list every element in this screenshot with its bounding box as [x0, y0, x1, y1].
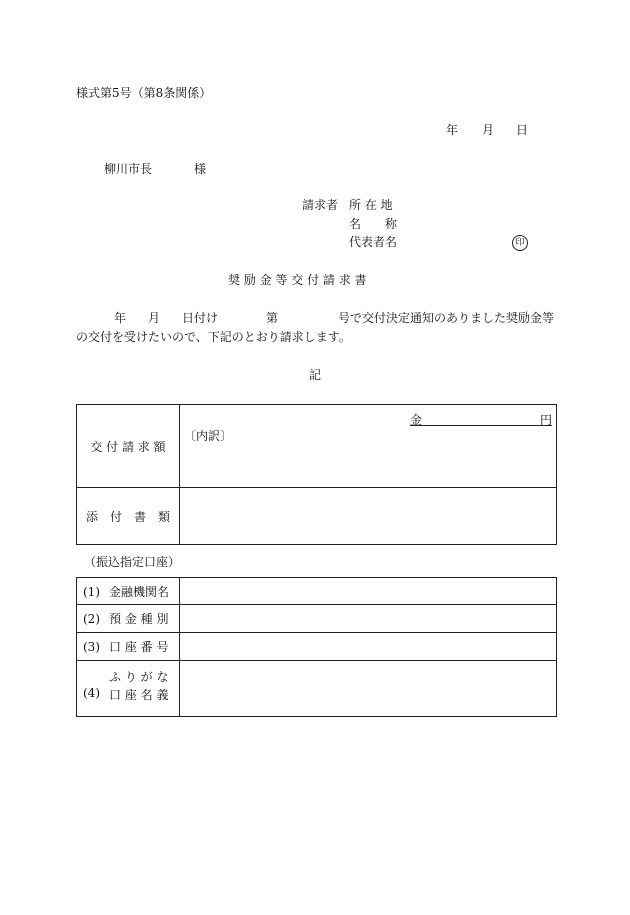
request-table: [76, 404, 557, 545]
bank-value-cell-3[interactable]: [180, 633, 557, 661]
bank-row-2: [77, 605, 557, 633]
document-title: 奨 励 金 等 交 付 請 求 書: [228, 273, 367, 287]
bank-label-2: 預 金 種 別: [109, 612, 169, 626]
bank-num-2: (2): [83, 612, 100, 626]
date-month-label: 月: [482, 123, 495, 137]
breakdown-label: 〔内訳〕: [184, 429, 233, 443]
bank-table: [76, 577, 557, 717]
body-year: 年: [114, 311, 127, 325]
amount-label-cell: [77, 405, 180, 488]
bank-furigana-label: ふ り が な: [109, 670, 169, 684]
amount-line: [410, 411, 552, 426]
amount-value-cell[interactable]: [180, 405, 557, 488]
bank-value-cell-4[interactable]: [180, 661, 557, 717]
form-number: 様式第5号（第8条関係）: [76, 86, 212, 100]
body-line1-tail: 号で交付決定通知のありました奨励金等: [338, 311, 555, 325]
attachments-row: [77, 488, 557, 545]
bank-num-4: (4): [83, 686, 100, 700]
attachments-value-cell[interactable]: [180, 488, 557, 545]
bank-num-3: (3): [83, 640, 100, 654]
requester-label: 請求者: [302, 198, 339, 212]
bank-label-3: 口 座 番 号: [109, 640, 169, 654]
bank-row-4: [77, 661, 557, 717]
seal-icon: 印: [512, 235, 528, 251]
bank-row-3: [77, 633, 557, 661]
amount-label: 交 付 請 求 額: [90, 439, 166, 454]
bank-row-1: [77, 578, 557, 605]
requester-address-label: 所 在 地: [349, 198, 393, 212]
ki-heading: 記: [309, 368, 322, 382]
requester-rep-label: 代表者名: [349, 235, 398, 249]
amount-prefix: 金: [410, 413, 423, 427]
bank-heading: （振込指定口座）: [84, 555, 181, 569]
body-date-suffix: 日付け: [182, 311, 219, 325]
bank-value-cell-1[interactable]: [180, 578, 557, 605]
body-number-prefix: 第: [266, 311, 279, 325]
bank-label-4: 口 座 名 義: [109, 688, 169, 702]
bank-label-cell-4: [77, 661, 180, 717]
seal-mark: [512, 234, 528, 251]
addressee-honorific: 様: [194, 162, 207, 176]
bank-value-cell-2[interactable]: [180, 605, 557, 633]
attachments-label: 添 付 書 類: [85, 509, 170, 524]
amount-row: [77, 405, 557, 488]
requester-name-label: 名 称: [349, 217, 398, 231]
addressee-name: 柳川市長: [104, 162, 153, 176]
attachments-label-cell: [77, 488, 180, 545]
body-month: 月: [148, 311, 161, 325]
date-year-label: 年: [446, 123, 459, 137]
bank-label-cell-1: [77, 578, 180, 605]
bank-num-1: (1): [83, 584, 100, 599]
date-day-label: 日: [516, 123, 529, 137]
amount-unit: 円: [539, 413, 552, 427]
bank-label-cell-3: [77, 633, 180, 661]
bank-label-cell-2: [77, 605, 180, 633]
body-line2: の交付を受けたいので、下記のとおり請求します。: [76, 330, 351, 344]
bank-label-1: 金融機関名: [109, 584, 170, 599]
